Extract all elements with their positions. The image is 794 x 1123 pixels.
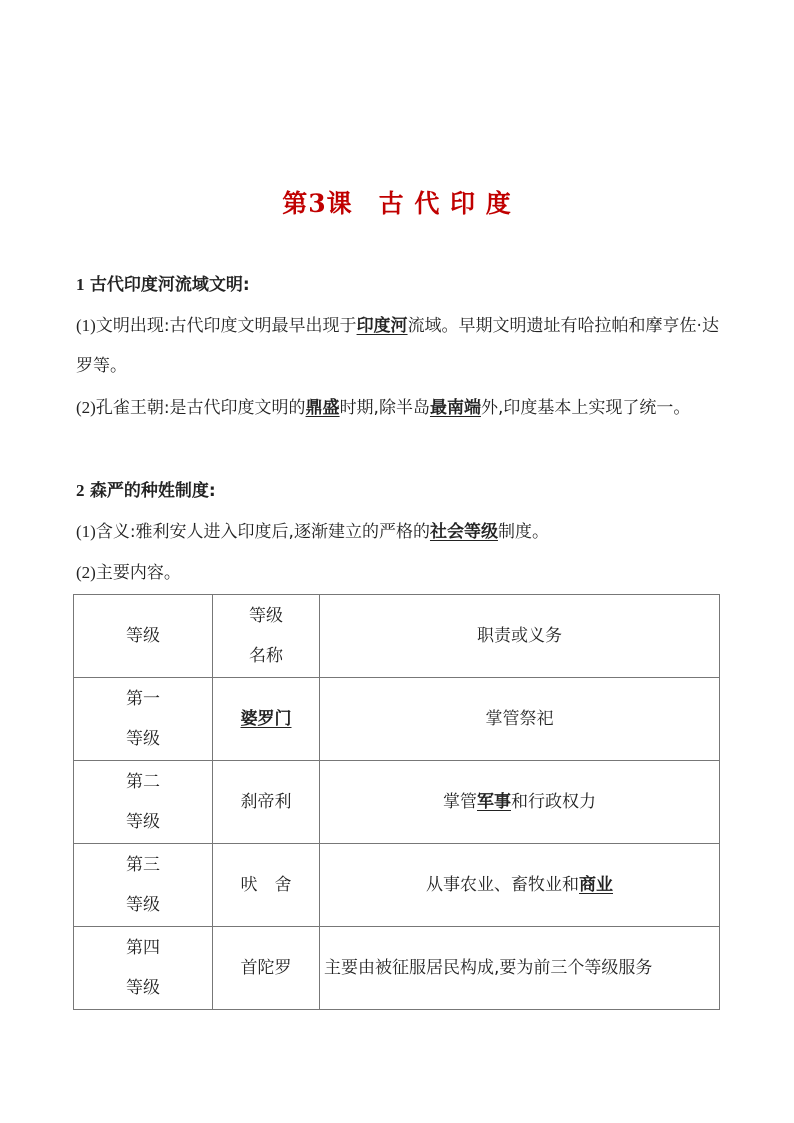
page-title — [0, 184, 794, 220]
duty-cell: 掌管军事和行政权力 — [320, 761, 720, 844]
table-row — [74, 678, 720, 761]
section-2-heading: 2 森严的种姓制度: — [76, 481, 216, 501]
level-cell: 第四等级 — [126, 938, 160, 998]
key-term-peak: 鼎盛 — [305, 398, 340, 418]
lesson-number: 第3课 — [282, 189, 353, 218]
level-cell: 第一等级 — [126, 689, 160, 749]
section-1-item-1: (1)文明出现:古代印度文明最早出现于印度河流域。早期文明遗址有哈拉帕和摩亨佐·达罗等。 — [76, 316, 719, 376]
key-term-indus: 印度河 — [356, 316, 408, 336]
caste-name: 婆罗门 — [240, 709, 292, 729]
caste-name: 刹帝利 — [213, 761, 320, 844]
key-term-southern-tip: 最南端 — [429, 398, 481, 418]
header-level: 等级 — [74, 595, 213, 678]
header-name: 等级名称 — [213, 595, 320, 678]
table-row — [74, 761, 720, 844]
section-2-item-2: (2)主要内容。 — [76, 563, 181, 583]
level-cell: 第二等级 — [126, 772, 160, 832]
duty-cell: 从事农业、畜牧业和商业 — [320, 844, 720, 927]
table-row — [74, 927, 720, 1010]
section-1-item-2: (2)孔雀王朝:是古代印度文明的鼎盛时期,除半岛最南端外,印度基本上实现了统一。 — [76, 398, 691, 418]
lesson-name: 古 代 印 度 — [378, 189, 512, 218]
caste-name: 首陀罗 — [213, 927, 320, 1010]
caste-table — [73, 594, 720, 1010]
key-term-commerce: 商业 — [579, 875, 613, 895]
section-1-heading: 1 古代印度河流域文明: — [76, 275, 250, 295]
table-header-row — [74, 595, 720, 678]
table-row — [74, 844, 720, 927]
header-duty: 职责或义务 — [320, 595, 720, 678]
duty-cell: 主要由被征服居民构成,要为前三个等级服务 — [320, 927, 720, 1010]
key-term-military: 军事 — [477, 792, 511, 812]
level-cell: 第三等级 — [126, 855, 160, 915]
duty-cell: 掌管祭祀 — [320, 678, 720, 761]
key-term-social-rank: 社会等级 — [429, 522, 498, 542]
section-2-item-1: (1)含义:雅利安人进入印度后,逐渐建立的严格的社会等级制度。 — [76, 522, 549, 542]
caste-name: 吠 舍 — [213, 844, 320, 927]
